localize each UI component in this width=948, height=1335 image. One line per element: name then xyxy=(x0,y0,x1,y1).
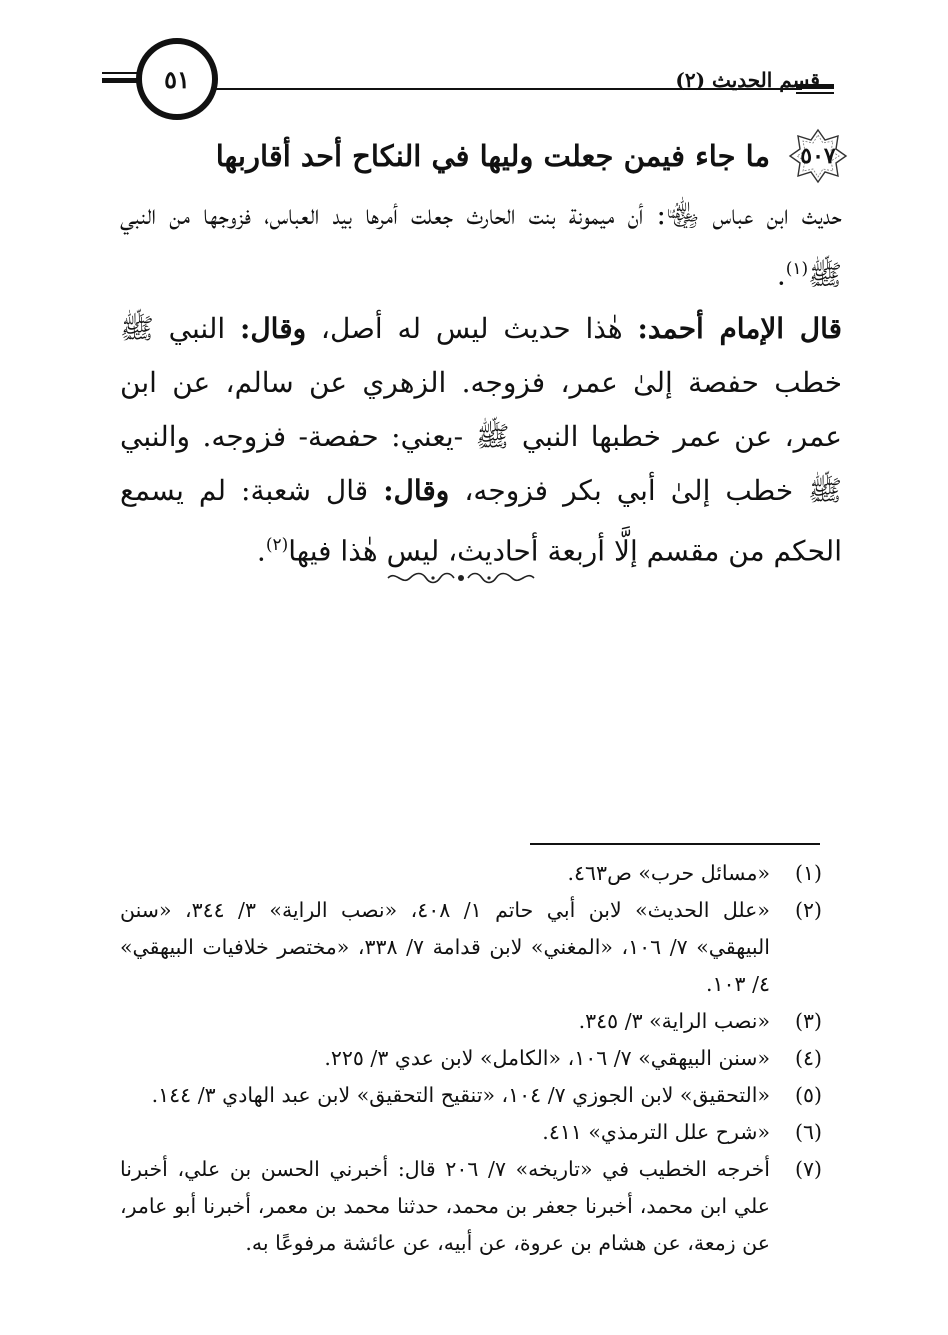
running-title: قسم الحديث (٢) xyxy=(675,68,820,92)
footnote-ref-2: (٢) xyxy=(265,535,289,556)
footnotes xyxy=(120,855,822,1262)
section-number-badge xyxy=(788,128,848,184)
footnote-number: (٢) xyxy=(794,898,822,922)
footnote-number: (٤) xyxy=(794,1046,822,1070)
footnote-text: «نصب الراية» ٣/ ٣٤٥. xyxy=(578,1009,770,1033)
paragraph-2-text-c: قال شعبة: لم يسمع الحكم من مقسم إلَّا أربعة أحاديث، ليس هٰذا فيها xyxy=(120,474,842,568)
ornament-divider-icon xyxy=(386,566,536,590)
footnote-7 xyxy=(120,1151,822,1262)
footnote-number: (٦) xyxy=(794,1120,822,1144)
section-title: ما جاء فيمن جعلت وليها في النكاح أحد أقاربها xyxy=(215,139,770,173)
footnote-2 xyxy=(120,892,822,1003)
footnote-3 xyxy=(120,1003,822,1040)
paragraph-2-text-b: النبي ﷺ خطب حفصة إلىٰ عمر، فزوجه. الزهري عن سالم، عن ابن عمر، عن عمر خطبها النبي ﷺ -يعني: حفصة- فزوجه. والنبي ﷺ خطب إلىٰ أبي بكر فزوجه، xyxy=(120,312,842,508)
paragraph-1 xyxy=(120,188,842,302)
section-number: ٥٠٧ xyxy=(800,143,836,169)
paragraph-1-end: . xyxy=(776,258,786,292)
footnote-separator xyxy=(530,843,820,845)
footnote-6 xyxy=(120,1114,822,1151)
footnote-number: (١) xyxy=(794,861,822,885)
footnote-text: «مسائل حرب» ص٤٦٣. xyxy=(567,861,770,885)
footnote-5 xyxy=(120,1077,822,1114)
footnote-text: «سنن البيهقي» ٧/ ١٠٦، «الكامل» لابن عدي ٣/ ٢٢٥. xyxy=(324,1046,770,1070)
paragraph-2-end: . xyxy=(256,534,266,568)
body-text xyxy=(120,188,842,579)
speaker-label-qala-1: وقال: xyxy=(239,312,307,346)
footnote-number: (٥) xyxy=(794,1083,822,1107)
paragraph-2 xyxy=(120,302,842,578)
page-number: ٥١ xyxy=(136,38,218,120)
footnote-4 xyxy=(120,1040,822,1077)
footnote-1 xyxy=(120,855,822,892)
speaker-label-qala-2: وقال: xyxy=(383,474,450,508)
paragraph-1-text: حديث ابن عباس ﵄: أن ميمونة بنت الحارث جعلت أمرها بيد العباس، فزوجها من النبي ﷺ xyxy=(120,198,842,292)
speaker-label-imam-ahmad: قال الإمام أحمد: xyxy=(637,312,842,346)
header-rule-right-end xyxy=(796,92,834,94)
footnote-text: «التحقيق» لابن الجوزي ٧/ ١٠٤، «تنقيح التحقيق» لابن عبد الهادي ٣/ ١٤٤. xyxy=(151,1083,770,1107)
section-heading xyxy=(108,128,848,184)
footnote-number: (٧) xyxy=(794,1157,822,1181)
footnote-text: «شرح علل الترمذي» ٤١١. xyxy=(542,1120,770,1144)
footnote-ref-1: (١) xyxy=(785,259,809,279)
footnote-text: أخرجه الخطيب في «تاريخه» ٧/ ٢٠٦ قال: أخبرني الحسن بن علي، أخبرنا علي ابن محمد، أخبرنا جعفر بن محمد، حدثنا محمد بن معمر، أخبرنا أبو عامر، عن زمعة، عن هشام بن عروة، عن أبيه، عن عائشة مرفوعًا به. xyxy=(120,1157,770,1255)
footnote-number: (٣) xyxy=(794,1009,822,1033)
paragraph-2-text-a: هٰذا حديث ليس له أصل، xyxy=(306,312,638,346)
footnote-text: «علل الحديث» لابن أبي حاتم ١/ ٤٠٨، «نصب الراية» ٣/ ٣٤٤، «سنن البيهقي» ٧/ ١٠٦، «المغني» لابن قدامة ٧/ ٣٣٨، «مختصر خلافيات البيهقي» ٤/ ١٠٣. xyxy=(120,898,771,996)
